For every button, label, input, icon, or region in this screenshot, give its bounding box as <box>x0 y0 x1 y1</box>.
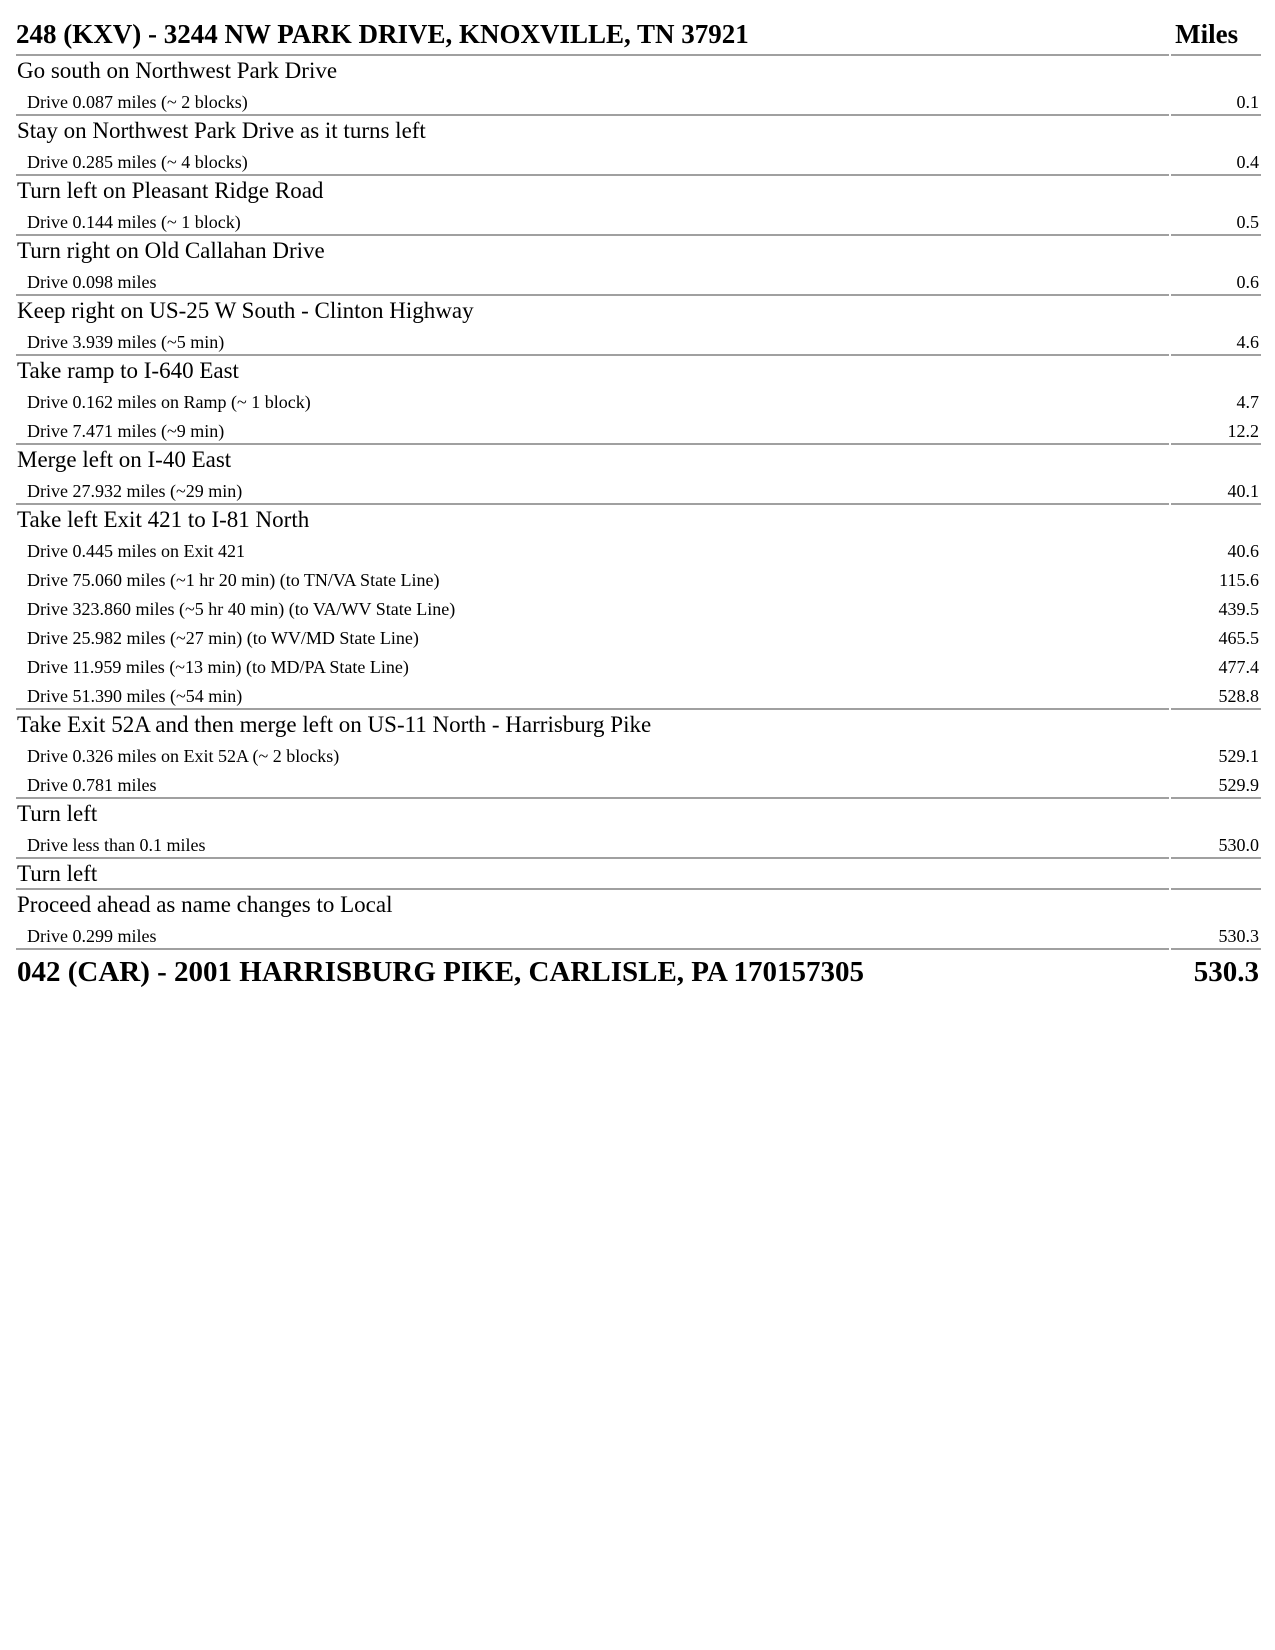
instruction-row <box>16 890 1261 921</box>
drive-text: Drive 0.299 miles <box>16 921 1169 950</box>
cumulative-miles: 4.6 <box>1171 327 1261 356</box>
drive-text: Drive 51.390 miles (~54 min) <box>16 681 1169 710</box>
drive-text: Drive 0.326 miles on Exit 52A (~ 2 blocks) <box>27 746 340 766</box>
total-miles: 530.3 <box>1193 956 1259 988</box>
instruction-miles-cell <box>1171 505 1261 536</box>
instruction-miles-cell <box>1171 56 1261 87</box>
instruction-text: Proceed ahead as name changes to Local <box>17 892 393 917</box>
drive-row <box>16 267 1261 296</box>
step-group <box>16 176 1261 236</box>
instruction-row <box>16 176 1261 207</box>
instruction-miles-cell <box>1171 116 1261 147</box>
instruction-row <box>16 445 1261 476</box>
instruction-text: Turn right on Old Callahan Drive <box>17 238 325 263</box>
steps-list <box>16 56 1261 950</box>
instruction-row <box>16 356 1261 387</box>
cumulative-miles: 465.5 <box>1218 628 1259 648</box>
header-row <box>16 14 1261 56</box>
instruction-text: Turn left <box>16 859 1169 890</box>
cumulative-miles: 439.5 <box>1218 599 1259 619</box>
instruction-text: Keep right on US-25 W South - Clinton Highway <box>17 298 474 323</box>
drive-row <box>16 87 1261 116</box>
drive-row <box>16 681 1261 710</box>
drive-text: Drive 0.781 miles <box>16 770 1169 799</box>
drive-row <box>16 476 1261 505</box>
cumulative-miles: 40.6 <box>1227 541 1259 561</box>
drive-text: Drive 7.471 miles (~9 min) <box>16 416 1169 445</box>
instruction-miles-cell <box>1171 799 1261 830</box>
drive-text: Drive 0.162 miles on Ramp (~ 1 block) <box>27 392 311 412</box>
drive-text: Drive 11.959 miles (~13 min) (to MD/PA State Line) <box>27 657 409 677</box>
drive-row <box>16 387 1261 416</box>
cumulative-miles: 530.3 <box>1171 921 1261 950</box>
drive-row <box>16 741 1261 770</box>
cumulative-miles: 0.1 <box>1171 87 1261 116</box>
instruction-text: Turn left on Pleasant Ridge Road <box>17 178 324 203</box>
instruction-miles-cell <box>1171 176 1261 207</box>
drive-text: Drive 25.982 miles (~27 min) (to WV/MD State Line) <box>27 628 419 648</box>
cumulative-miles: 0.5 <box>1171 207 1261 236</box>
instruction-row <box>16 296 1261 327</box>
instruction-row <box>16 116 1261 147</box>
drive-row <box>16 830 1261 859</box>
drive-row <box>16 770 1261 799</box>
destination-address: 042 (CAR) - 2001 HARRISBURG PIKE, CARLISLE, PA 170157305 <box>17 956 864 988</box>
step-group <box>16 890 1261 950</box>
step-group <box>16 116 1261 176</box>
instruction-row <box>16 859 1261 890</box>
drive-text: Drive 0.087 miles (~ 2 blocks) <box>16 87 1169 116</box>
cumulative-miles: 530.0 <box>1171 830 1261 859</box>
step-group <box>16 445 1261 505</box>
step-group <box>16 236 1261 296</box>
drive-text: Drive 0.445 miles on Exit 421 <box>27 541 245 561</box>
drive-row <box>16 207 1261 236</box>
cumulative-miles: 0.4 <box>1171 147 1261 176</box>
drive-row <box>16 623 1261 652</box>
instruction-row <box>16 236 1261 267</box>
drive-row <box>16 565 1261 594</box>
origin-address: 248 (KXV) - 3244 NW PARK DRIVE, KNOXVILLE, TN 37921 <box>16 14 1169 56</box>
cumulative-miles: 529.1 <box>1218 746 1259 766</box>
drive-text: Drive 0.285 miles (~ 4 blocks) <box>16 147 1169 176</box>
cumulative-miles: 115.6 <box>1219 570 1259 590</box>
instruction-text: Take left Exit 421 to I-81 North <box>17 507 310 532</box>
drive-text: Drive 27.932 miles (~29 min) <box>16 476 1169 505</box>
instruction-text: Merge left on I-40 East <box>17 447 232 472</box>
instruction-miles-cell <box>1171 710 1261 741</box>
step-group <box>16 56 1261 116</box>
cumulative-miles: 0.6 <box>1171 267 1261 296</box>
instruction-row <box>16 505 1261 536</box>
directions-sheet <box>16 14 1261 994</box>
footer-row <box>16 950 1261 994</box>
instruction-text: Stay on Northwest Park Drive as it turns left <box>17 118 426 143</box>
drive-row <box>16 594 1261 623</box>
cumulative-miles: 4.7 <box>1236 392 1259 412</box>
drive-row <box>16 536 1261 565</box>
instruction-text: Take ramp to I-640 East <box>17 358 239 383</box>
drive-row <box>16 416 1261 445</box>
step-group <box>16 799 1261 859</box>
step-group <box>16 505 1261 710</box>
drive-text: Drive 0.098 miles <box>16 267 1169 296</box>
instruction-miles-cell <box>1171 890 1261 921</box>
drive-text: Drive 0.144 miles (~ 1 block) <box>16 207 1169 236</box>
instruction-miles-cell <box>1171 236 1261 267</box>
cumulative-miles: 528.8 <box>1171 681 1261 710</box>
drive-text: Drive less than 0.1 miles <box>16 830 1169 859</box>
cumulative-miles: 12.2 <box>1171 416 1261 445</box>
step-group <box>16 296 1261 356</box>
miles-column-header: Miles <box>1171 14 1261 56</box>
instruction-miles-cell <box>1171 296 1261 327</box>
instruction-text: Go south on Northwest Park Drive <box>17 58 338 83</box>
drive-text: Drive 3.939 miles (~5 min) <box>16 327 1169 356</box>
step-group <box>16 356 1261 445</box>
cumulative-miles: 40.1 <box>1171 476 1261 505</box>
instruction-text: Take Exit 52A and then merge left on US-11 North - Harrisburg Pike <box>17 712 652 737</box>
drive-row <box>16 652 1261 681</box>
instruction-miles-cell <box>1171 445 1261 476</box>
instruction-row <box>16 56 1261 87</box>
step-group <box>16 710 1261 799</box>
drive-row <box>16 921 1261 950</box>
drive-text: Drive 75.060 miles (~1 hr 20 min) (to TN/VA State Line) <box>27 570 440 590</box>
drive-text: Drive 323.860 miles (~5 hr 40 min) (to VA/WV State Line) <box>27 599 456 619</box>
instruction-miles-cell <box>1171 356 1261 387</box>
step-group <box>16 859 1261 890</box>
instruction-text: Turn left <box>17 801 98 826</box>
drive-row <box>16 327 1261 356</box>
cumulative-miles: 529.9 <box>1171 770 1261 799</box>
instruction-miles-cell <box>1171 859 1261 890</box>
drive-row <box>16 147 1261 176</box>
cumulative-miles: 477.4 <box>1218 657 1259 677</box>
instruction-row <box>16 799 1261 830</box>
instruction-row <box>16 710 1261 741</box>
